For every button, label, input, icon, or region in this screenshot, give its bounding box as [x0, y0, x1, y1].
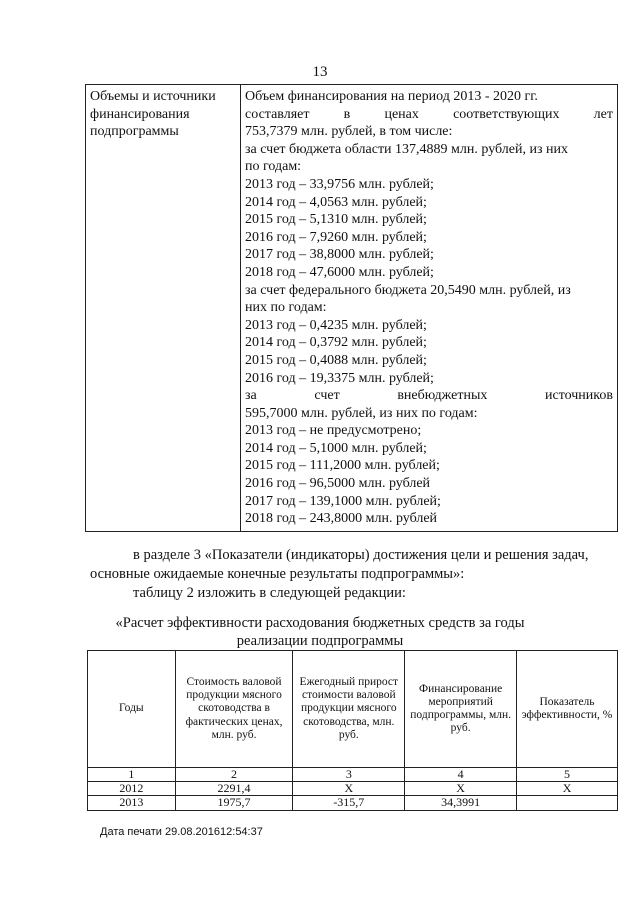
paragraph-line: таблицу 2 изложить в следующей редакции:: [133, 585, 406, 601]
funding-label: Объемы и источники финансирования подпрограммы: [86, 85, 241, 532]
paragraph-line: в разделе 3 «Показатели (индикаторы) достижения цели и решения задач,: [133, 547, 589, 563]
funding-line: по годам:: [245, 159, 302, 175]
funding-line: 595,7000 млн. рублей, из них по годам:: [245, 405, 478, 421]
table-cell: -315,7: [293, 796, 405, 810]
column-number: 3: [293, 768, 405, 782]
column-number: 2: [175, 768, 293, 782]
funding-line: 753,7379 млн. рублей, в том числе:: [245, 124, 453, 140]
funding-line: 2014 год – 4,0563 млн. рублей;: [245, 194, 427, 210]
column-number: 1: [88, 768, 176, 782]
funding-line: 2018 год – 47,6000 млн. рублей;: [245, 264, 434, 280]
paragraph-line: основные ожидаемые конечные результаты подпрограммы»:: [90, 566, 465, 582]
funding-line: 2016 год – 96,5000 млн. рублей: [245, 476, 431, 492]
table-cell: 1975,7: [175, 796, 293, 810]
table-cell: 34,3991: [405, 796, 517, 810]
table-row: [88, 782, 618, 796]
funding-line: 2015 год – 0,4088 млн. рублей;: [245, 352, 427, 368]
table-cell: 2291,4: [175, 782, 293, 796]
funding-line: за счет федерального бюджета 20,5490 млн. рублей, из: [245, 282, 571, 298]
funding-line: 2017 год – 38,8000 млн. рублей;: [245, 247, 434, 263]
table-title: реализации подпрограммы: [236, 633, 404, 649]
funding-line: за счет внебюджетных источников: [245, 388, 613, 404]
column-header: Годы: [88, 651, 176, 768]
efficiency-table: [87, 650, 618, 811]
column-number: 4: [405, 768, 517, 782]
funding-line: 2016 год – 7,9260 млн. рублей;: [245, 229, 427, 245]
funding-line: 2015 год – 5,1310 млн. рублей;: [245, 212, 427, 228]
funding-line: 2014 год – 5,1000 млн. рублей;: [245, 440, 427, 456]
print-date: Дата печати 29.08.201612:54:37: [100, 826, 263, 838]
funding-line: 2013 год – 33,9756 млн. рублей;: [245, 176, 434, 192]
funding-line: Объем финансирования на период 2013 - 2020 гг.: [245, 89, 538, 104]
column-header: Финансирование мероприятий подпрограммы, млн. руб.: [405, 651, 517, 768]
funding-table: [85, 84, 618, 532]
funding-content: [241, 85, 618, 532]
table-cell: 2012: [88, 782, 176, 796]
table-cell: 2013: [88, 796, 176, 810]
funding-line: 2018 год – 243,8000 млн. рублей: [245, 511, 438, 527]
column-header: Показатель эффективности, %: [517, 651, 618, 768]
funding-line: 2013 год – 0,4235 млн. рублей;: [245, 317, 427, 333]
funding-line: составляет в ценах соответствующих лет: [245, 106, 613, 122]
table-title: «Расчет эффективности расходования бюджетных средств за годы: [115, 615, 525, 631]
table-cell: X: [293, 782, 405, 796]
funding-line: 2016 год – 19,3375 млн. рублей;: [245, 370, 434, 386]
table-cell: X: [405, 782, 517, 796]
column-header: Ежегодный прирост стоимости валовой продукции мясного скотоводства, млн. руб.: [293, 651, 405, 768]
table-cell: X: [517, 782, 618, 796]
funding-line: за счет бюджета области 137,4889 млн. рублей, из них: [245, 141, 568, 157]
table-cell: [517, 796, 618, 810]
table-row: [88, 796, 618, 810]
funding-line: 2017 год – 139,1000 млн. рублей;: [245, 493, 441, 509]
page-number: 13: [312, 64, 328, 80]
funding-line: 2013 год – не предусмотрено;: [245, 423, 422, 439]
column-number: 5: [517, 768, 618, 782]
column-header: Стоимость валовой продукции мясного скотоводства в фактических ценах, млн. руб.: [175, 651, 293, 768]
funding-line: них по годам:: [245, 300, 327, 316]
funding-line: 2014 год – 0,3792 млн. рублей;: [245, 335, 427, 351]
funding-line: 2015 год – 111,2000 млн. рублей;: [245, 458, 440, 474]
